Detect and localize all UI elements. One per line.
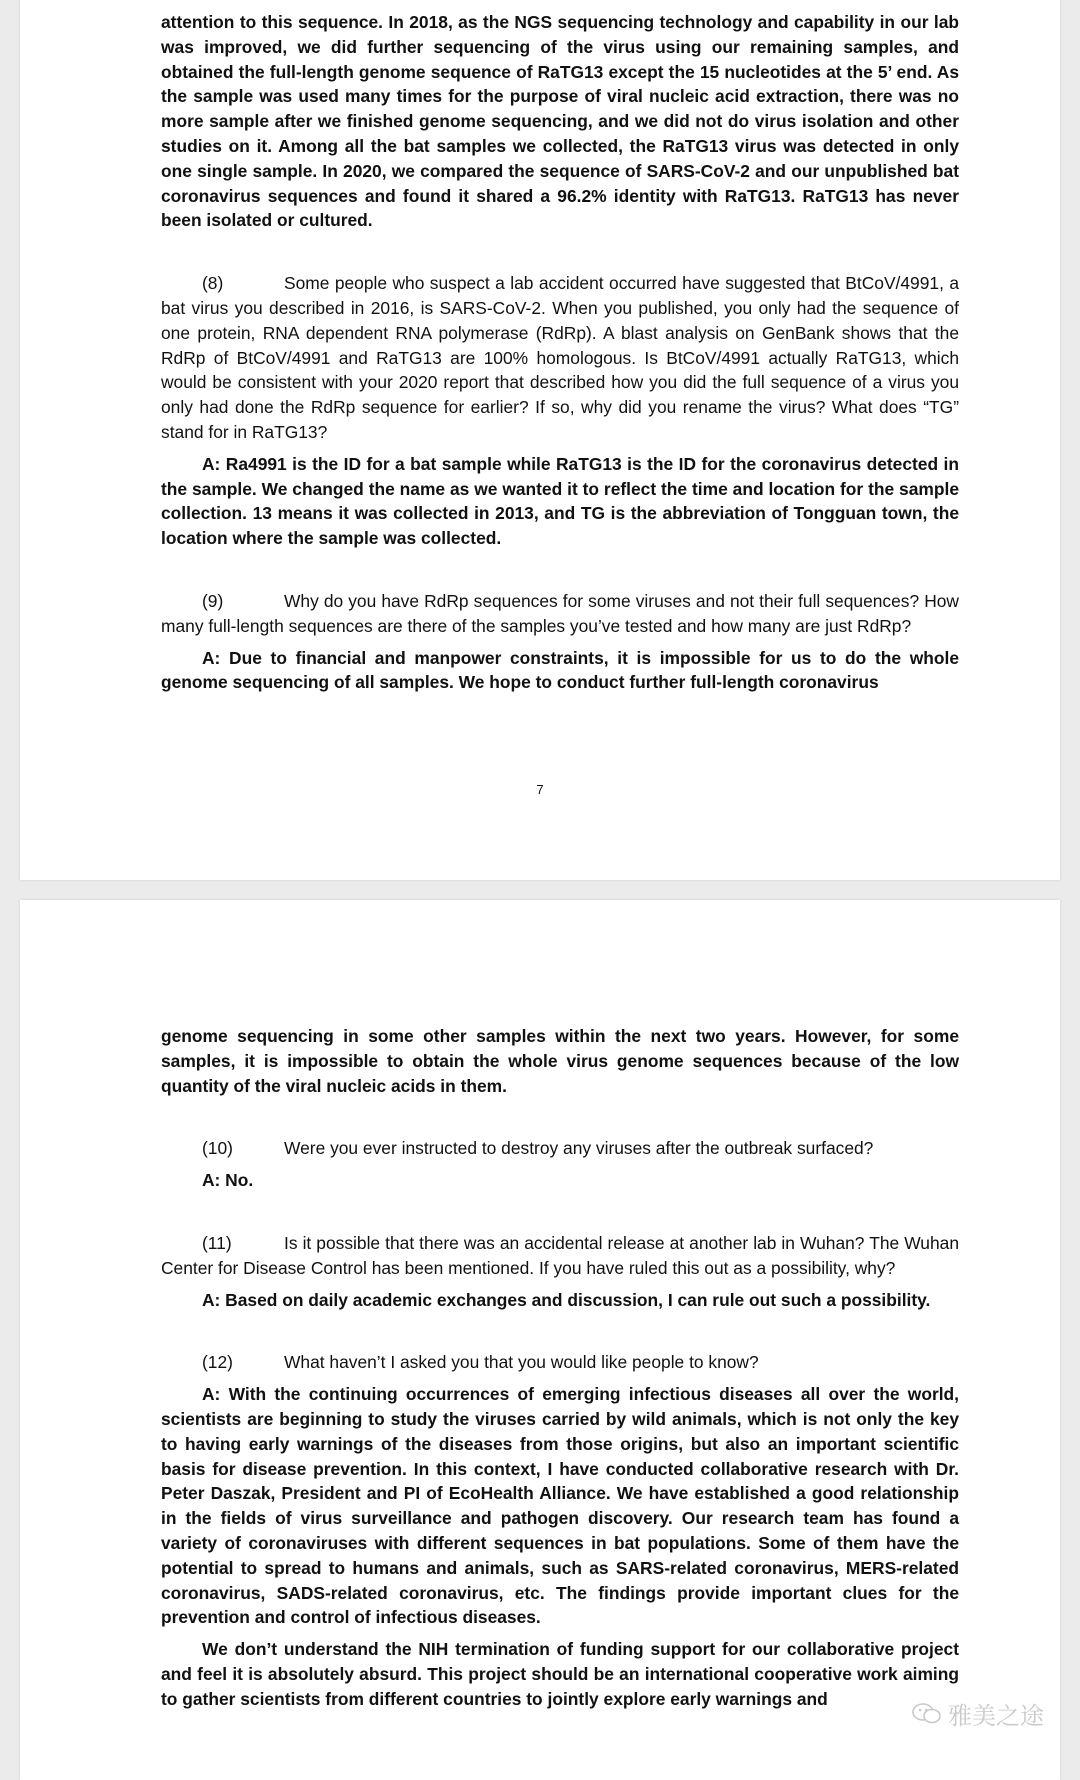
question-10-text: Were you ever instructed to destroy any viruses after the outbreak surfaced?: [284, 1138, 874, 1159]
question-12-text: What haven’t I asked you that you would like people to know?: [284, 1352, 759, 1373]
answer-8: A: Ra4991 is the ID for a bat sample while RaTG13 is the ID for the coronavirus detected in the sample. We changed the name as we wanted it to reflect the time and location for the sample collection. 13 means it was collected in 2013, and TG is the abbreviation of Tongguan town, the location where the sample was collected.: [161, 453, 959, 549]
watermark: [912, 1696, 1044, 1731]
answer-7-continued: attention to this sequence. In 2018, as the NGS sequencing technology and capability in our lab was improved, we did further sequencing of the virus using our remaining samples, and obtained the full-length genome sequence of RaTG13 except the 15 nucleotides at the 5’ end. As the sample was used many times for the purpose of viral nucleic acid extraction, there was no more sample after we finished genome sequencing, and we did not do virus isolation and other studies on it. Among all the bat samples we collected, the RaTG13 virus was detected in only one single sample. In 2020, we compared the sequence of SARS-CoV-2 and our unpublished bat coronavirus sequences and found it shared a 96.2% identity with RaTG13. RaTG13 has never been isolated or cultured.: [161, 12, 959, 231]
answer-10: A: No.: [202, 1170, 254, 1191]
page-number: 7: [536, 782, 544, 797]
question-9: [161, 589, 959, 639]
question-11: [161, 1231, 959, 1281]
question-8-number: (8): [202, 273, 224, 294]
question-11-text: Is it possible that there was an accidental release at another lab in Wuhan? The Wuhan Center for Disease Control has been mentioned. If you have ruled this out as a possibility, why?: [161, 1232, 959, 1278]
question-9-text: Why do you have RdRp sequences for some viruses and not their full sequences? How many full-length sequences are there of the samples you’ve tested and how many are just RdRp?: [161, 590, 959, 636]
question-10: [161, 1136, 959, 1161]
wechat-icon: [912, 1702, 942, 1726]
answer-12: A: With the continuing occurrences of emerging infectious diseases all over the world, scientists are beginning to study the viruses carried by wild animals, which is not only the key to having early warnings of the diseases from those origins, but also an important scientific basis for disease prevention. In this context, I have conducted collaborative research with Dr. Peter Daszak, President and PI of EcoHealth Alliance. We have established a good relationship in the fields of virus surveillance and pathogen discovery. Our research team has found a variety of coronaviruses with different sequences in bat populations. Some of them have the potential to spread to humans and animals, such as SARS-related coronavirus, MERS-related coronavirus, SADS-related coronavirus, etc. The findings provide important clues for the prevention and control of infectious diseases.: [161, 1384, 959, 1628]
answer-11: A: Based on daily academic exchanges and discussion, I can rule out such a possibility.: [202, 1289, 931, 1310]
question-10-number: (10): [202, 1138, 233, 1159]
question-12-number: (12): [202, 1352, 233, 1373]
question-8: [161, 271, 959, 445]
document-page-7: [20, 0, 1060, 880]
answer-9: A: Due to financial and manpower constraints, it is impossible for us to do the whole genome sequencing of all samples. We hope to conduct further full-length coronavirus: [161, 647, 959, 693]
question-11-number: (11): [202, 1232, 232, 1253]
document-page-8: [20, 900, 1060, 1780]
question-9-number: (9): [202, 590, 224, 611]
answer-12-paragraph-2: We don’t understand the NIH termination of funding support for our collaborative project and feel it is absolutely absurd. This project should be an international cooperative work aiming to gather scientists from different countries to jointly explore early warnings and: [161, 1639, 959, 1709]
question-8-text: Some people who suspect a lab accident occurred have suggested that BtCoV/4991, a bat virus you described in 2016, is SARS-CoV-2. When you published, you only had the sequence of one protein, RNA dependent RNA polymerase (RdRp). A blast analysis on GenBank shows that the RdRp of BtCoV/4991 and RaTG13 are 100% homologous. Is BtCoV/4991 actually RaTG13, which would be consistent with your 2020 report that described how you did the full sequence of a virus you only had done the RdRp sequence for earlier? If so, why did you rename the virus? What does “TG” stand for in RaTG13?: [161, 273, 959, 442]
watermark-text: 雅美之途: [948, 1702, 1044, 1730]
question-12: [161, 1350, 959, 1375]
answer-9-continued: genome sequencing in some other samples within the next two years. However, for some samples, it is impossible to obtain the whole virus genome sequences because of the low quantity of the viral nucleic acids in them.: [161, 1026, 959, 1096]
